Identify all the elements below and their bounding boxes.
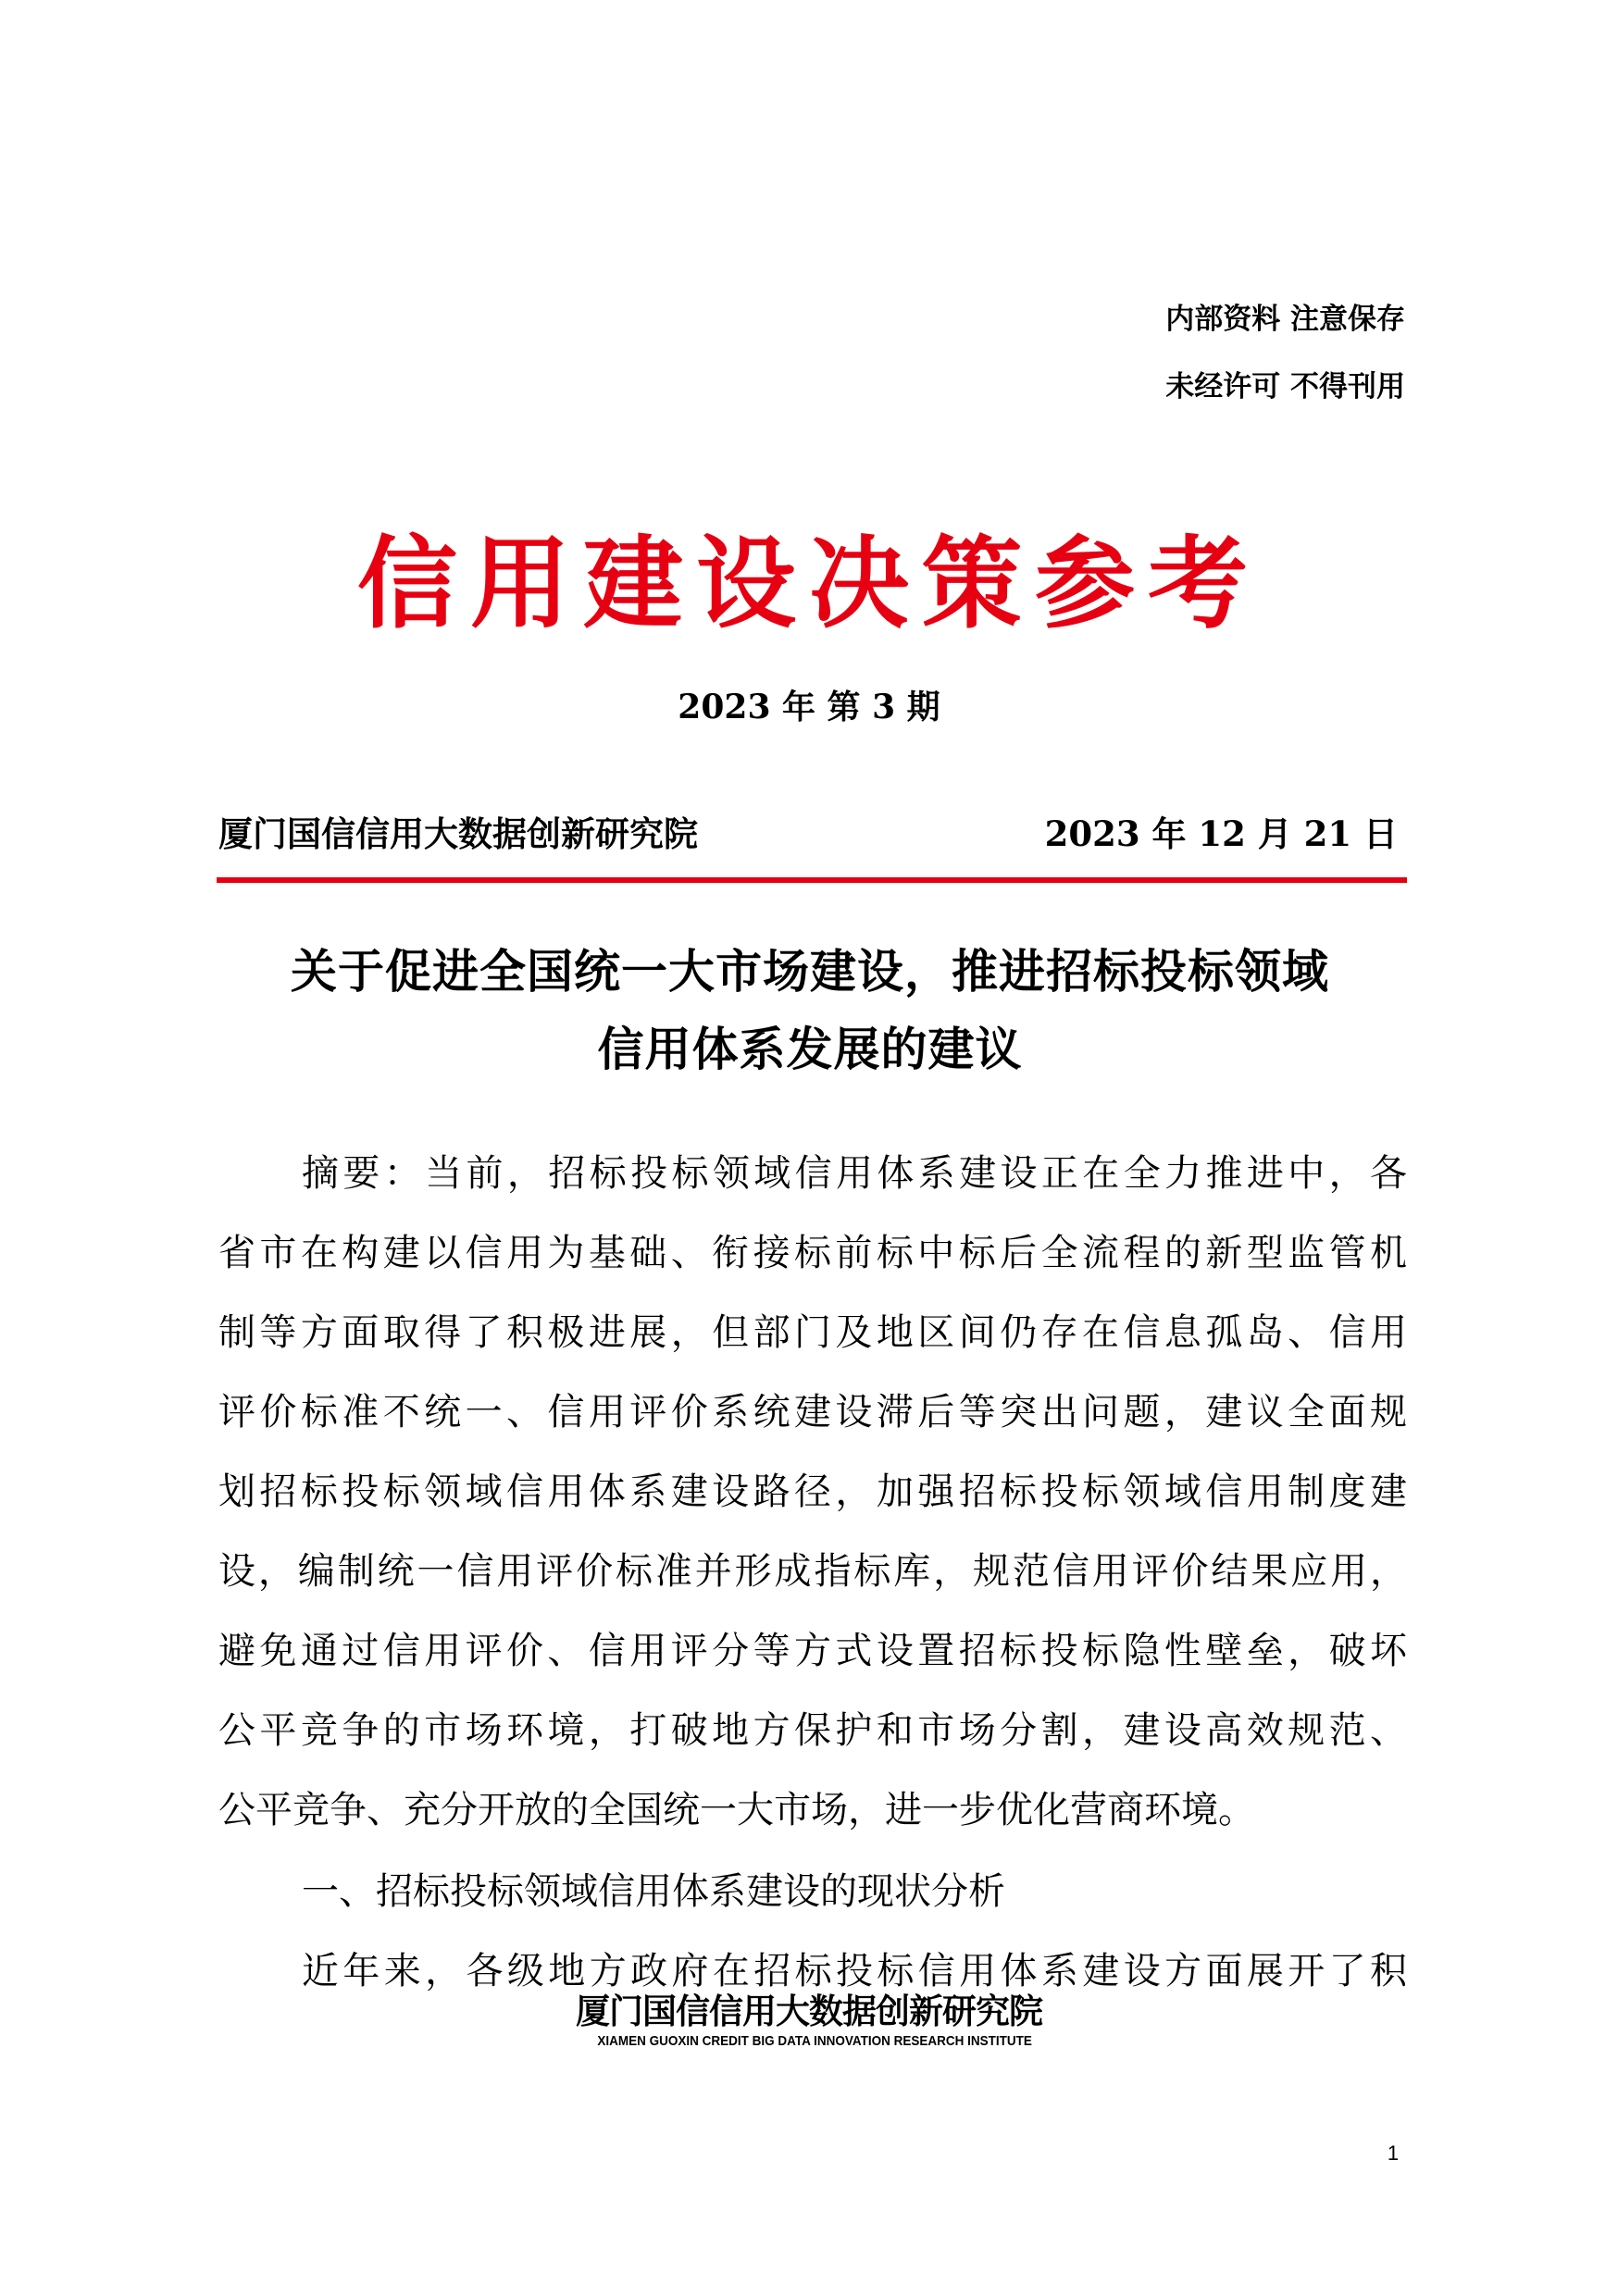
masthead-title: 信用建设决策参考 [356, 526, 1261, 642]
section-paragraph-line: 近年来，各级地方政府在招标投标信用体系建设方面展开了积 [302, 1950, 1407, 1992]
issue-number: 2023 年 第 3 期 [678, 688, 940, 726]
abstract-line-2: 省市在构建以信用为基础、衔接标前标中标后全流程的新型监管机 [218, 1232, 1407, 1274]
article-title [213, 933, 1407, 1088]
abstract-line-5: 划招标投标领域信用体系建设路径，加强招标投标领域信用制度建 [218, 1471, 1407, 1513]
abstract-line-8: 公平竞争的市场环境，打破地方保护和市场分割，建设高效规范、 [218, 1709, 1407, 1752]
article-title-line-2: 信用体系发展的建议 [597, 1022, 1023, 1076]
copyright-notice: 未经许可 不得刊用 [1165, 370, 1405, 403]
internal-notice: 内部资料 注意保存 [1165, 303, 1405, 336]
header-divider [217, 877, 1407, 883]
article-title-line-1: 关于促进全国统一大市场建设，推进招标投标领域 [291, 944, 1329, 999]
abstract-line-3: 制等方面取得了积极进展，但部门及地区间仍存在信息孤岛、信用 [218, 1311, 1407, 1354]
footer-logo-cn: 厦门国信信用大数据创新研究院 [576, 1992, 1042, 2031]
abstract-line-9: 公平竞争、充分开放的全国统一大市场，进一步优化营商环境。 [218, 1789, 1255, 1831]
section-heading: 一、招标投标领域信用体系建设的现状分析 [302, 1870, 1005, 1913]
page-number: 1 [1387, 2141, 1400, 2165]
abstract-line-7: 避免通过信用评价、信用评分等方式设置招标投标隐性壁垒，破坏 [218, 1630, 1407, 1672]
abstract-line-1: 摘要：当前，招标投标领域信用体系建设正在全力推进中，各 [302, 1152, 1407, 1195]
abstract-line-6: 设，编制统一信用评价标准并形成指标库，规范信用评价结果应用， [218, 1550, 1407, 1593]
footer-logo-en: XIAMEN GUOXIN CREDIT BIG DATA INNOVATION RESEARCH INSTITUTE [597, 2033, 1032, 2049]
footer-logo [574, 1992, 1044, 2051]
publication-date: 2023 年 12 月 21 日 [1044, 813, 1398, 854]
abstract-line-4: 评价标准不统一、信用评价系统建设滞后等突出问题，建议全面规 [218, 1391, 1407, 1433]
publisher-name: 厦门国信信用大数据创新研究院 [218, 813, 698, 854]
